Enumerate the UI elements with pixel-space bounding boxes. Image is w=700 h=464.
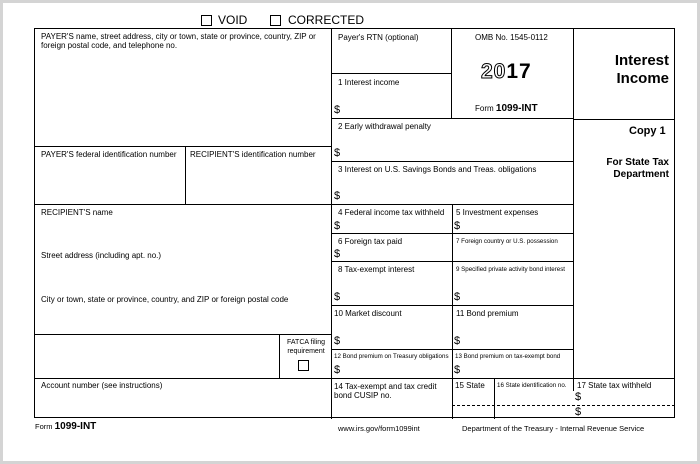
box-12-label: 12 Bond premium on Treasury obligations [334, 353, 449, 360]
box-5-dollar: $ [454, 220, 461, 232]
box-15-label: 15 State [455, 381, 485, 390]
box-4-dollar: $ [334, 220, 341, 232]
divider [573, 29, 574, 391]
box-14-label: 14 Tax-exempt and tax credit bond CUSIP no. [334, 382, 437, 400]
footer-url: www.irs.gov/form1099int [338, 424, 420, 433]
year-suffix: 17 [506, 60, 532, 83]
box-6-label: 6 Foreign tax paid [338, 237, 403, 246]
copy-sub-2: Department [613, 169, 669, 180]
box-4-label: 4 Federal income tax withheld [338, 208, 445, 217]
box-3-dollar: $ [334, 190, 341, 202]
title-line-2: Income [616, 70, 669, 87]
box-3-label: 3 Interest on U.S. Savings Bonds and Treas. obligations [338, 165, 537, 174]
box-17-dollar-2: $ [575, 406, 582, 418]
copy-label: Copy 1 [629, 125, 666, 137]
form-name: 1099-INT [495, 103, 538, 114]
recipient-street-label: Street address (including apt. no.) [41, 251, 162, 260]
box-10-label: 10 Market discount [334, 309, 402, 318]
recipient-id-label: RECIPIENT'S identification number [190, 150, 316, 159]
copy-subtitle [575, 157, 669, 181]
divider [331, 161, 574, 162]
divider [331, 378, 675, 379]
void-label: VOID [218, 13, 248, 27]
box-2-dollar: $ [334, 147, 341, 159]
divider [35, 334, 332, 335]
box-7-label: 7 Foreign country or U.S. possession [456, 238, 558, 245]
form-label-header [475, 104, 538, 113]
box-16-label: 16 State identification no. [497, 382, 567, 389]
box-8-label: 8 Tax-exempt interest [338, 265, 415, 274]
divider [331, 349, 574, 350]
box-5-label: 5 Investment expenses [456, 208, 539, 217]
divider [494, 378, 495, 419]
divider [35, 204, 332, 205]
dashed-divider [452, 405, 675, 406]
fatca-checkbox[interactable] [298, 360, 309, 371]
copy-sub-1: For State Tax [606, 157, 669, 168]
void-checkbox[interactable] [201, 15, 212, 26]
divider [185, 146, 186, 205]
divider [35, 378, 332, 379]
box-8-dollar: $ [334, 291, 341, 303]
divider [573, 119, 675, 120]
divider [331, 118, 574, 119]
footer-form-label: Form [35, 422, 53, 431]
payer-name-label: PAYER'S name, street address, city or town, state or province, country, ZIP or foreign postal code, and telephone no. [41, 32, 316, 50]
fatca-label: FATCA filing requirement [287, 339, 325, 355]
box-11-dollar: $ [454, 335, 461, 347]
box-9-label: 9 Specified private activity bond interest [456, 266, 566, 273]
box-1-label: 1 Interest income [338, 78, 400, 87]
box-1-dollar: $ [334, 104, 341, 116]
divider [451, 29, 452, 119]
payer-fed-id-label: PAYER'S federal identification number [41, 150, 177, 159]
box-13-dollar: $ [454, 364, 461, 376]
divider [331, 305, 574, 306]
divider [452, 204, 453, 419]
box-10-dollar: $ [334, 335, 341, 347]
omb-number: OMB No. 1545-0112 [475, 33, 548, 42]
form-label: Form [475, 104, 494, 113]
year-prefix: 20 [481, 60, 507, 83]
divider [331, 204, 574, 205]
box-17-dollar-1: $ [575, 391, 582, 403]
form-title [575, 52, 669, 88]
tax-year [481, 61, 532, 83]
recipient-name-label: RECIPIENT'S name [41, 208, 113, 217]
title-line-1: Interest [614, 52, 669, 69]
corrected-checkbox[interactable] [270, 15, 281, 26]
box-13-label: 13 Bond premium on tax-exempt bond [455, 353, 561, 360]
box-2-label: 2 Early withdrawal penalty [338, 122, 431, 131]
footer-form [35, 422, 96, 431]
box-11-label: 11 Bond premium [456, 309, 519, 318]
payer-rtn-label: Payer's RTN (optional) [338, 33, 419, 42]
box-12-dollar: $ [334, 364, 341, 376]
divider [331, 233, 574, 234]
divider [331, 73, 452, 74]
footer-form-name: 1099-INT [54, 421, 97, 432]
form-1099-int [34, 28, 675, 418]
box-9-dollar: $ [454, 291, 461, 303]
recipient-city-label: City or town, state or province, country, and ZIP or foreign postal code [41, 295, 289, 304]
footer-department: Department of the Treasury - Internal Revenue Service [462, 424, 645, 433]
divider [35, 146, 332, 147]
divider [279, 334, 280, 378]
box-17-label: 17 State tax withheld [577, 381, 652, 390]
account-number-label: Account number (see instructions) [41, 381, 163, 390]
corrected-label: CORRECTED [288, 13, 365, 27]
divider [331, 29, 332, 419]
divider [331, 261, 574, 262]
box-6-dollar: $ [334, 248, 341, 260]
